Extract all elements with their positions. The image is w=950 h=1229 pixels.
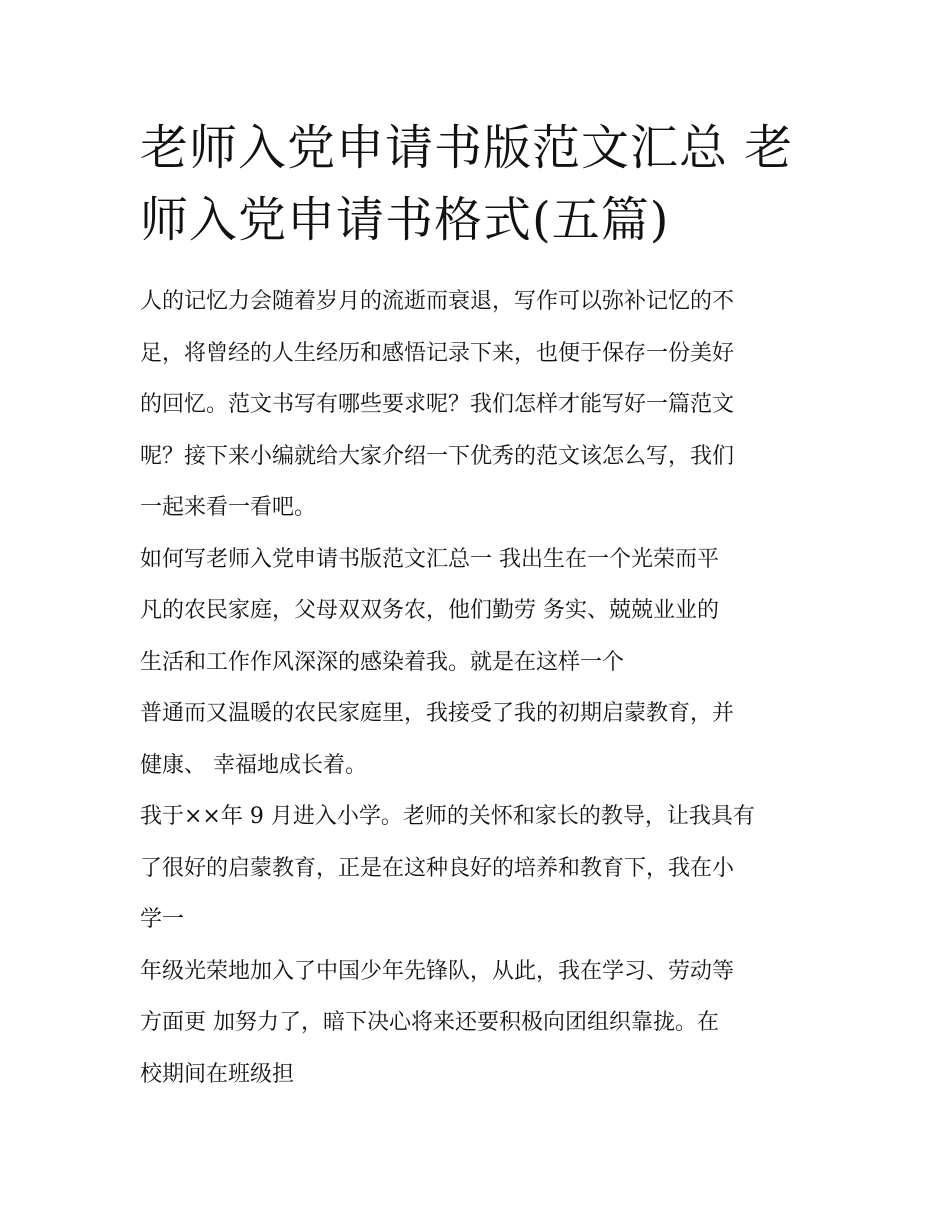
body-line: 健康、 幸福地成长着。	[140, 752, 367, 778]
body-line: 的回忆。范文书写有哪些要求呢？我们怎样才能写好一篇范文	[140, 392, 735, 417]
body-line: 校期间在班级担	[140, 1061, 295, 1087]
body-line: 普通而又温暖的农民家庭里，我接受了我的初期启蒙教育，并	[140, 701, 735, 726]
body-line: 学一	[140, 907, 185, 932]
document-body	[140, 276, 830, 1100]
body-line: 方面更 加努力了，暗下决心将来还要积极向团组织靠拢。在	[140, 1010, 719, 1035]
body-line: 呢？接下来小编就给大家介绍一下优秀的范文该怎么写，我们	[140, 443, 735, 469]
body-line: 生活和工作作风深深的感染着我。就是在这样一个	[140, 649, 625, 675]
body-line: 年级光荣地加入了中国少年先锋队，从此，我在学习、劳动等	[140, 958, 735, 984]
body-line: 凡的农民家庭，父母双双务农，他们勤劳 务实、兢兢业业的	[140, 598, 719, 623]
title-line: 师入党申请书格式(五篇)	[140, 192, 670, 248]
document-title	[140, 112, 840, 256]
body-line: 了很好的启蒙教育，正是在这种良好的培养和教育下，我在小	[140, 855, 735, 881]
body-line: 人的记忆力会随着岁月的流逝而衰退，写作可以弥补记忆的不	[140, 289, 735, 314]
body-line: 一起来看一看吧。	[140, 495, 317, 520]
body-line: 足，将曾经的人生经历和感悟记录下来，也便于保存一份美好	[140, 340, 735, 366]
body-line: 如何写老师入党申请书版范文汇总一 我出生在一个光荣而平	[140, 546, 719, 572]
title-line: 老师入党申请书版范文汇总 老	[140, 120, 794, 176]
body-line: 我于××年 9 月进入小学。老师的关怀和家长的教导，让我具有	[140, 804, 755, 829]
